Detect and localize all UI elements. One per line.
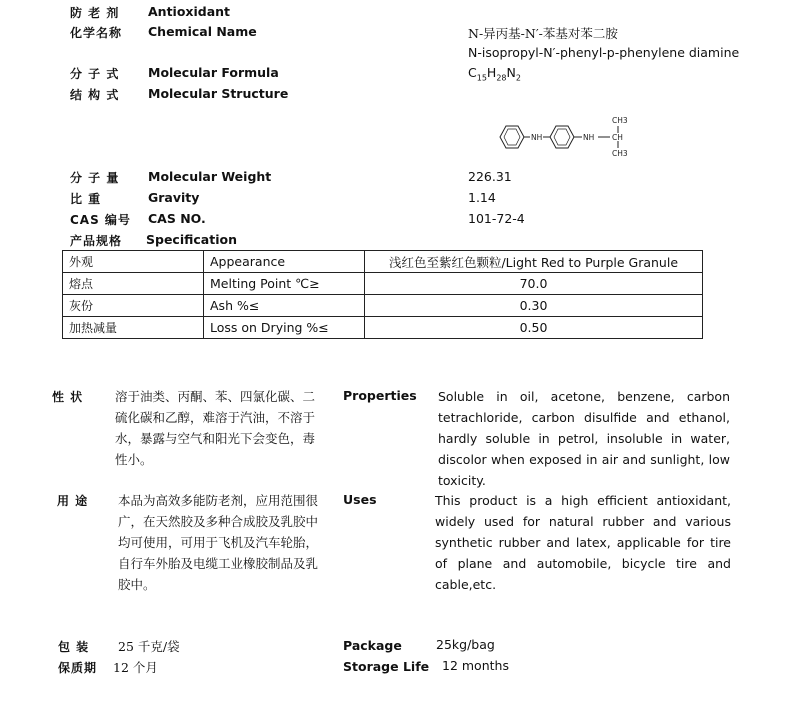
- spec-value-cell: 0.50: [365, 317, 703, 339]
- struct-ch3-bottom: CH3: [612, 149, 628, 158]
- properties-text-en: Soluble in oil, acetone, benzene, carbon tetrachloride, carbon disulfide and ethanol, hardly soluble in petrol, insoluble in water, discolor when exposed in air and sunlight, low toxicity.: [438, 389, 730, 488]
- spec-cn-cell: 加热减量: [63, 317, 204, 339]
- package-value-cn: 25 千克/袋: [118, 639, 180, 654]
- spec-en-cell: Ash %≤: [204, 295, 365, 317]
- spec-value-cell: 70.0: [365, 273, 703, 295]
- weight-value: 226.31: [468, 169, 512, 184]
- formula-label-cn: 分 子 式: [70, 67, 120, 81]
- spec-label-en: Specification: [146, 232, 237, 247]
- spec-en-cell: Melting Point ℃≥: [204, 273, 365, 295]
- structure-label-cn: 结 构 式: [70, 88, 120, 102]
- gravity-value: 1.14: [468, 190, 496, 205]
- struct-ch3-top: CH3: [612, 116, 628, 125]
- table-row: [63, 295, 703, 317]
- molecular-structure-diagram: [490, 112, 640, 160]
- specification-table: [62, 250, 703, 339]
- struct-ch: CH: [612, 133, 623, 142]
- spec-value-cell: 浅红色至紫红色颗粒/Light Red to Purple Granule: [365, 251, 703, 273]
- storage-value-en: 12 months: [442, 658, 509, 673]
- package-label-en: Package: [343, 638, 402, 653]
- struct-nh-2: NH: [583, 133, 595, 142]
- properties-label-en: Properties: [343, 388, 417, 403]
- cas-label-en: CAS NO.: [148, 211, 206, 226]
- chemical-name-value-cn: N-异丙基-N′-苯基对苯二胺: [468, 26, 618, 41]
- table-row: [63, 251, 703, 273]
- package-label-cn: 包 装: [58, 640, 90, 654]
- chemical-name-value-en: N-isopropyl-N′-phenyl-p-phenylene diamine: [468, 45, 740, 60]
- cas-value: 101-72-4: [468, 211, 525, 226]
- spec-en-cell: Loss on Drying %≤: [204, 317, 365, 339]
- properties-text-cn: 溶于油类、丙酮、苯、四氯化碳、二硫化碳和乙醇，难溶于汽油，不溶于水，暴露与空气和阳光下会变色，毒性小。: [115, 389, 316, 467]
- weight-label-en: Molecular Weight: [148, 169, 272, 184]
- spec-cn-cell: 灰份: [63, 295, 204, 317]
- gravity-label-cn: 比 重: [70, 192, 102, 206]
- storage-label-en: Storage Life: [343, 659, 430, 674]
- uses-label-cn: 用 途: [57, 494, 89, 508]
- gravity-label-en: Gravity: [148, 190, 200, 205]
- chemical-name-label-cn: 化学名称: [70, 26, 123, 40]
- formula-label-en: Molecular Formula: [148, 65, 279, 80]
- spec-cn-cell: 外观: [63, 251, 204, 273]
- cas-label-cn: CAS 编号: [70, 213, 131, 227]
- package-value-en: 25kg/bag: [436, 637, 495, 652]
- storage-value-cn: 12 个月: [113, 660, 158, 675]
- struct-nh-1: NH: [531, 133, 543, 142]
- table-row: [63, 317, 703, 339]
- weight-label-cn: 分 子 量: [70, 171, 120, 185]
- structure-label-en: Molecular Structure: [148, 86, 289, 101]
- uses-label-en: Uses: [343, 492, 377, 507]
- spec-en-cell: Appearance: [204, 251, 365, 273]
- spec-value-cell: 0.30: [365, 295, 703, 317]
- uses-text-cn: 本品为高效多能防老剂，应用范围很广，在天然胶及多种合成胶及乳胶中均可使用，可用于飞机及汽车轮胎，自行车外胎及电缆工业橡胶制品及乳胶中。: [118, 493, 319, 592]
- spec-cn-cell: 熔点: [63, 273, 204, 295]
- formula-value: $C_{15}H_{28}N_2$: [468, 65, 521, 83]
- spec-label-cn: 产品规格: [70, 234, 123, 248]
- uses-text-en: This product is a high efficient antioxidant, widely used for natural rubber and various synthetic rubber and latex, applicable for tire of plane and automobile, bicycle tire and cable,etc.: [435, 493, 731, 592]
- table-row: [63, 273, 703, 295]
- antioxidant-label-cn: 防 老 剂: [70, 6, 120, 20]
- properties-label-cn: 性 状: [52, 390, 84, 404]
- chemical-name-label-en: Chemical Name: [148, 24, 257, 39]
- antioxidant-label-en: Antioxidant: [148, 4, 231, 19]
- storage-label-cn: 保质期: [58, 661, 98, 675]
